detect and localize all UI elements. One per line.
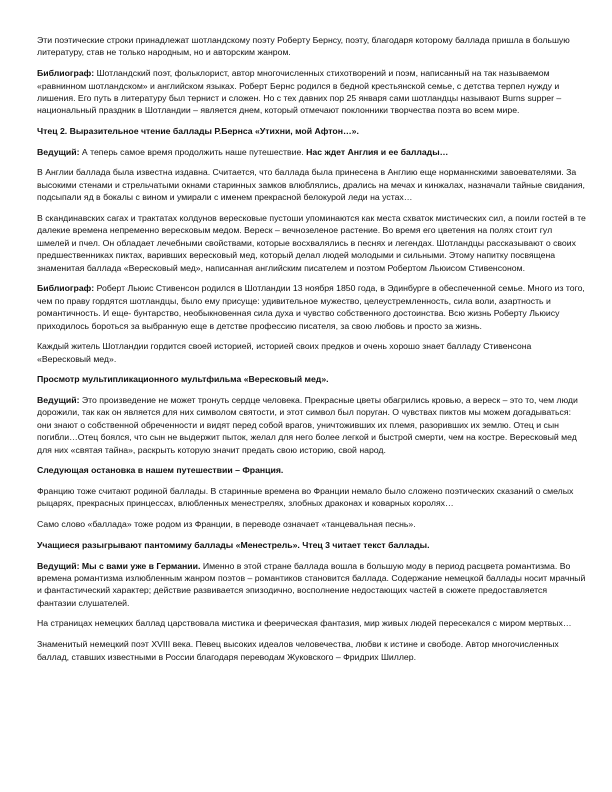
paragraph-text: А теперь самое время продолжить наше путешествие. xyxy=(79,146,307,157)
emphasis-text: Нас ждет Англия и ее баллады… xyxy=(306,146,449,157)
paragraph-england-ballad: В Англии баллада была известна издавна. Считается, что баллада была принесена в Англию еще норманнскими завоевателями. За высокими стенами и стрельчатыми окнами старинных замков влюблялись, дрались на мечах и кинжалах, назначали тайные свидания, подсыпали яд в бокалы с вином и умирали с именем прекрасной белокурой леди на устах… xyxy=(37,167,585,203)
paragraph-text: Именно в этой стране баллада вошла в большую моду в период расцвета романтизма. Во времена романтизма излюбленным жанром поэтов – романтиков становится баллада. Содержание немецкой баллады носит мрачный и фантастический характер; действие развивается эпизодично, восполнение недостающих частей в сюжете предоставляется фантазии слушателей. xyxy=(37,560,586,608)
paragraph-ballad-word: Само слово «баллада» тоже родом из Франции, в переводе означает «танцевальная песнь». xyxy=(37,519,416,530)
paragraph-host-england xyxy=(37,146,586,158)
paragraph-text: Это произведение не может тронуть сердце человека. Прекрасные цветы обагрились кровью, а вереск – это то, чем люди дорожили, так как он является для них символом святости, и этот символ был поруган. О чувствах пиктов мы можем догадываться: они знают о собственной обреченности и видят перед собой врагов, уничтоживших их племя, разоривших их землю. Отец и сын погибли…Отец боялся, что сын не выдержит пыток, желал для него более легкой и быстрой смерти, чем на костре. Вересковый мед для них «святая тайна», раскрыть которую значит предать свою историю, свой народ. xyxy=(37,395,578,455)
speaker-label: Ведущий: Мы с вами уже в Германии. xyxy=(37,560,201,571)
section-heading-cartoon: Просмотр мультипликационного мультфильма «Вересковый мед». xyxy=(37,374,329,385)
paragraph-host-heather-honey xyxy=(37,394,586,456)
speaker-label: Библиограф: xyxy=(37,283,95,294)
speaker-label: Ведущий: xyxy=(37,146,80,157)
paragraph-text: Шотландский поэт, фольклорист, автор многочисленных стихотворений и поэм, написанный на так называемом «равнинном шотландском» и английском языках. Роберт Бернс родился в бедной крестьянской семье, с детства терпел нужду и лишения. Его путь в литературу был тернист и сложен. Но с тех давних пор 25 января сами шотландцы называют Burns supper – национальный праздник в Шотландии – является днем, который отмечают поклонники творчества поэта во всем мире. xyxy=(37,68,562,116)
section-heading-france: Следующая остановка в нашем путешествии – Франция. xyxy=(37,465,284,476)
paragraph-scotland-pride: Каждый житель Шотландии гордится своей историей, историей своих предков и очень хорошо знает балладу Стивенсона «Вересковый мед». xyxy=(37,341,532,364)
speaker-label: Ведущий: xyxy=(37,395,80,406)
paragraph-heather: В скандинавских сагах и трактатах колдунов вересковые пустоши упоминаются как места схваток мистических сил, а поили гостей в те далекие времена непременно вересковым медом. Вереск – вечнозеленое растение. Во время его цветения на полях стоит гул шмелей и пчел. Он обладает лечебными свойствами, которые восхвалялись в песнях и легендах. Шотландцы рассказывают о своих предшественниках пиктах, варивших вересковый мед, который делал людей молодыми и сильными. Этому напитку посвящена знаменитая баллада «Вересковый мед», написанная английским писателем и поэтом Робертом Льюисом Стивенсоном. xyxy=(37,212,586,273)
paragraph-burns-intro: Эти поэтические строки принадлежат шотландскому поэту Роберту Бернсу, поэту, благодаря которому баллада пришла в большую литературу, став не только народным, но и авторским жанром. xyxy=(37,35,570,58)
paragraph-text: Роберт Льюис Стивенсон родился в Шотландии 13 ноября 1850 года, в Эдинбурге в обеспеченной семье. Много из того, чем по праву гордятся шотландцы, было ему присуще: удивительное мужество, целеустремленность, сила воли, азартность и романтичность. И еще- бунтарство, необыкновенная сила духа и чувство собственного достоинства. Всю жизнь Роберту Льюису приходилось бороться за выбранную еще в детстве профессию писателя, за свою любовь и просто за жизнь. xyxy=(37,283,585,331)
paragraph-host-germany xyxy=(37,560,586,610)
paragraph-bibliographer-burns xyxy=(37,67,586,117)
paragraph-france-ballad: Францию тоже считают родиной баллады. В старинные времена во Франции немало было сложено поэтических сказаний о смелых рыцарях, прекрасных принцессах, влюбленных менестрелях, злобных драконах и коварных королях… xyxy=(37,486,574,509)
section-heading-reader-2: Чтец 2. Выразительное чтение баллады Р.Бернса «Утихни, мой Афтон…». xyxy=(37,126,359,137)
paragraph-schiller: Знаменитый немецкий поэт XVIII века. Певец высоких идеалов человечества, любви к истине и свободе. Автор многочисленных баллад, ставших известными в России благодаря переводам Жуковского – Фридрих Шиллер. xyxy=(37,639,559,662)
paragraph-german-mystic: На страницах немецких баллад царствовала мистика и феерическая фантазия, мир живых людей пересекался с миром мертвых… xyxy=(37,618,572,629)
speaker-label: Библиограф: xyxy=(37,68,95,79)
paragraph-bibliographer-stevenson xyxy=(37,282,586,332)
section-heading-minstrel: Учащиеся разыгрывают пантомиму баллады «Менестрель». Чтец 3 читает текст баллады. xyxy=(37,539,430,550)
